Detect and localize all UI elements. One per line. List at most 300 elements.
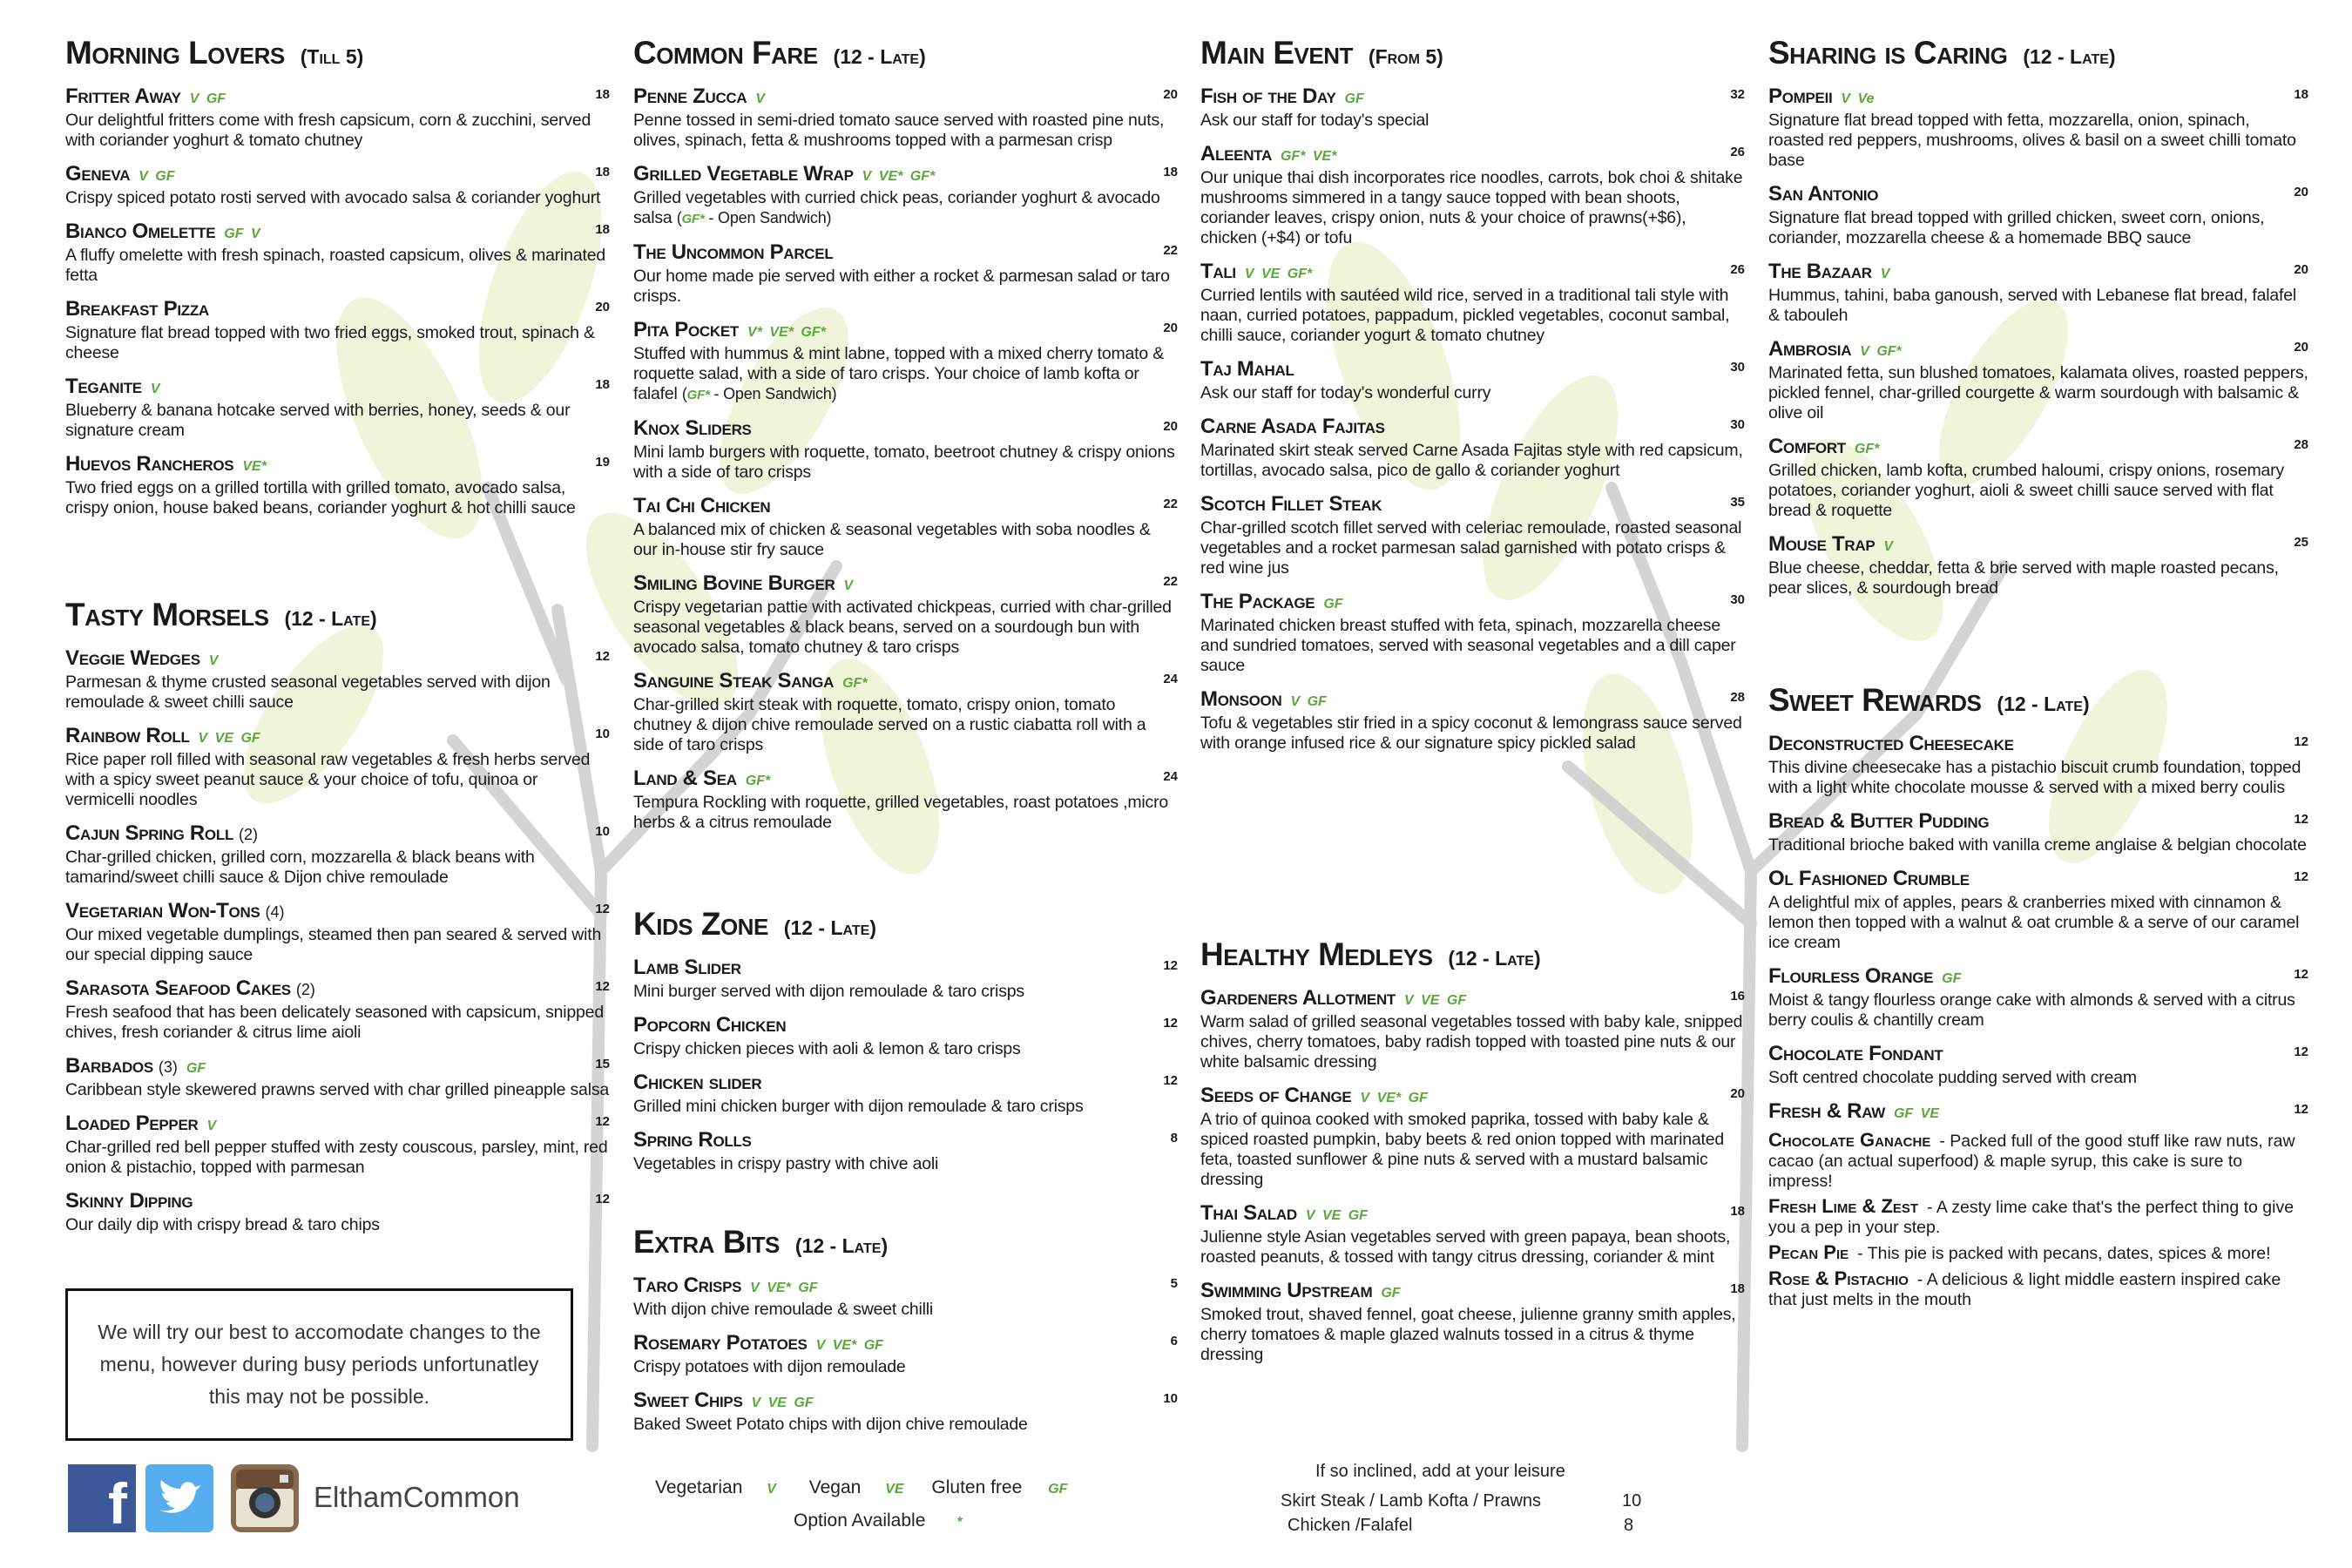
menu-item-price: 18 [595, 165, 610, 179]
menu-item-price: 8 [1170, 1131, 1178, 1146]
description-text: A balanced mix of chicken & seasonal vegetables with soba noodles & our in-house stir fry sauce [633, 520, 1151, 559]
dietary-tags: V [755, 91, 766, 106]
menu-item-name: Pita Pocket [633, 318, 740, 341]
dietary-tags: GF [1942, 971, 1962, 986]
menu-item-name: Mouse Trap [1768, 532, 1876, 556]
menu-item [1768, 868, 2308, 953]
menu-item-description [633, 520, 1178, 560]
dietary-tags: V VE* GF [1360, 1091, 1428, 1105]
dietary-tags: GF* [745, 774, 771, 788]
menu-item [1768, 733, 2308, 798]
menu-section [633, 906, 1178, 1224]
menu-item [633, 163, 1178, 229]
menu-item-price: 12 [2294, 734, 2308, 749]
description-text: Penne tossed in semi-dried tomato sauce served with roasted pine nuts, olives, spinach, fetta & mushrooms topped with a parmesan crisp [633, 111, 1165, 150]
dietary-tags: VE* [242, 459, 267, 474]
menu-item [1768, 436, 2308, 521]
menu-item-name: Smiling Bovine Burger [633, 571, 835, 595]
menu-item-description [1200, 383, 1745, 403]
menu-item-description [1200, 441, 1745, 481]
menu-item-name: Vegetarian Won-Tons [65, 899, 260, 923]
menu-item-count: (2) [295, 981, 315, 998]
dietary-tags: V [206, 1119, 217, 1133]
menu-item [633, 1274, 1178, 1320]
dietary-tags: V GF* [1860, 344, 1902, 359]
menu-item [65, 725, 610, 810]
menu-item-header [633, 956, 1178, 982]
section-header [1200, 35, 1745, 78]
menu-item [1200, 1085, 1745, 1190]
menu-item [1200, 260, 1745, 346]
menu-item-price: 12 [595, 649, 610, 664]
facebook-icon[interactable] [68, 1464, 136, 1532]
menu-item-header [1768, 436, 2308, 461]
description-text: A trio of quinoa cooked with smoked paprika, tossed with baby kale & spiced roasted pumpkin, baby beets & red onion topped with marinated feta, toasted sunflower & pine nuts & served with a mustard balsamic dressing [1200, 1110, 1725, 1189]
menu-section [1200, 936, 1745, 1365]
menu-item-description [1200, 713, 1745, 754]
description-text: With dijon chive remoulade & sweet chilli [633, 1300, 934, 1319]
menu-changes-notice: We will try our best to accomodate changes to the menu, however during busy periods unfortunatley this may not be possible. [65, 1288, 573, 1441]
menu-item [65, 647, 610, 713]
menu-item-header [1768, 1100, 2308, 1125]
description-text: Curried lentils with sautéed wild rice, served in a traditional tali style with naan, curried potatoes, pappadum, pickled vegetables, coconut sambal, chilli sauce, coriander yogurt & tomato chutney [1200, 286, 1730, 345]
description-text: Vegetables in crispy pastry with chive aoli [633, 1154, 939, 1173]
menu-item [633, 670, 1178, 755]
menu-item-price: 20 [1163, 419, 1178, 434]
section-header [633, 1224, 1178, 1267]
menu-item-name: Fish of the Day [1200, 84, 1336, 108]
menu-item-price: 18 [2294, 87, 2308, 102]
menu-item-header [1200, 1085, 1745, 1110]
menu-item [1200, 688, 1745, 754]
menu-item-description [65, 672, 610, 713]
menu-item-price: 12 [595, 902, 610, 916]
menu-item-name: Monsoon [1200, 687, 1282, 711]
menu-item [633, 319, 1178, 405]
menu-item-name: Tai Chi Chicken [633, 494, 771, 517]
menu-item-name: Scotch Fillet Steak [1200, 492, 1382, 516]
menu-item-price: 12 [1163, 1016, 1178, 1031]
dietary-tags: V VE* GF [815, 1338, 883, 1353]
description-text: This divine cheesecake has a pistachio biscuit crumb foundation, topped with a light white chocolate mousse & served with a mixed berry coulis [1768, 758, 2301, 797]
description-text: Smoked trout, shaved fennel, goat cheese, julienne granny smith apples, cherry tomatoes & maple glazed walnuts tossed in a citrus & thyme dressing [1200, 1305, 1736, 1364]
menu-item-description [1200, 1012, 1745, 1072]
description-text: Grilled mini chicken burger with dijon remoulade & taro crisps [633, 1097, 1084, 1116]
menu-item-price: 12 [1163, 958, 1178, 973]
menu-item [633, 1129, 1178, 1174]
menu-item-description [65, 111, 610, 151]
menu-section [65, 597, 610, 1235]
menu-item-name: Rainbow Roll [65, 724, 190, 747]
menu-item [1200, 416, 1745, 481]
menu-item [1768, 183, 2308, 248]
note-text: - Open Sandwich) [704, 209, 832, 226]
menu-item-price: 26 [1730, 145, 1745, 159]
menu-item [65, 453, 610, 518]
menu-item-description [65, 750, 610, 810]
dietary-tags: V VE GF [198, 731, 260, 746]
menu-item-header [65, 725, 610, 750]
menu-item-name: Carne Asada Fajitas [1200, 415, 1385, 438]
menu-item-name: Cajun Spring Roll [65, 821, 234, 845]
menu-item-description [1768, 111, 2308, 171]
menu-item [1200, 1202, 1745, 1267]
description-text: Our unique thai dish incorporates rice noodles, carrots, bok choi & shitake mushrooms simmered in a tangy sauce topped with bean shoots, coriander leaves, crispy onion, nuts & your choice of prawns(+$6), chicken (+$4) or tofu [1200, 168, 1743, 247]
menu-item-price: 12 [2294, 812, 2308, 827]
sub-item-name: Rose & Pistachio [1768, 1267, 1909, 1289]
social-handle[interactable]: ElthamCommon [314, 1481, 520, 1513]
instagram-icon[interactable] [231, 1464, 299, 1532]
description-text: A delightful mix of apples, pears & cranberries mixed with cinnamon & lemon then topped with a walnut & oat crumble & a serve of our caramel ice cream [1768, 893, 2300, 952]
menu-item-price: 12 [595, 979, 610, 994]
description-text: Baked Sweet Potato chips with dijon chive remoulade [633, 1415, 1028, 1434]
legend-gluten-free: Gluten free [931, 1477, 1023, 1497]
menu-item [1768, 85, 2308, 171]
dietary-legend [655, 1477, 1067, 1498]
menu-item-header [65, 163, 610, 188]
menu-item-description [65, 188, 610, 208]
description-text: Julienne style Asian vegetables served with green papaya, bean shoots, roasted peanuts, & tossed with tangy citrus dressing, coriander & mint [1200, 1227, 1731, 1267]
menu-item-name: Thai Salad [1200, 1201, 1297, 1225]
menu-item [65, 375, 610, 441]
menu-item-header [1768, 1043, 2308, 1068]
addon-label: Skirt Steak / Lamb Kofta / Prawns [1281, 1491, 1542, 1511]
menu-item-header [65, 375, 610, 401]
menu-item-price: 12 [1163, 1073, 1178, 1088]
menu-item-name: Lamb Slider [633, 956, 741, 979]
note-text: - Open Sandwich) [709, 385, 837, 402]
menu-item [65, 900, 610, 965]
menu-item-header [65, 647, 610, 672]
menu-item-description [1768, 363, 2308, 423]
menu-item-description [1768, 558, 2308, 598]
menu-item [1200, 493, 1745, 578]
legend-option-row [794, 1511, 962, 1531]
description-text: Moist & tangy flourless orange cake with almonds & served with a citrus berry coulis & chantilly cream [1768, 990, 2295, 1030]
section-hours: (12 - Late) [783, 916, 876, 939]
menu-item-price: 10 [1163, 1391, 1178, 1406]
menu-column-4 [1768, 0, 2308, 1322]
menu-item-header [65, 900, 610, 925]
addon-row [1288, 1516, 1653, 1536]
sub-item [1768, 1130, 2308, 1192]
section-header [633, 906, 1178, 950]
legend-ve-tag: VE [885, 1482, 904, 1497]
menu-section [1768, 682, 2308, 1310]
menu-item [633, 767, 1178, 833]
dietary-tags: GF [186, 1061, 206, 1076]
section-title: Extra Bits [633, 1224, 780, 1260]
menu-item-name: The Package [1200, 590, 1315, 613]
menu-item-name: Breakfast Pizza [65, 297, 209, 321]
section-header [65, 35, 610, 78]
menu-item-price: 20 [2294, 185, 2308, 199]
menu-item-name: Spring Rolls [633, 1128, 752, 1152]
dietary-tags: GF [1381, 1286, 1401, 1301]
menu-item [65, 298, 610, 363]
menu-item-name: Comfort [1768, 435, 1846, 458]
menu-item-header [633, 495, 1178, 520]
menu-item-name: Taro Crisps [633, 1274, 742, 1297]
menu-item-header [1200, 260, 1745, 286]
menu-item-count: (2) [239, 826, 259, 843]
menu-item-description [65, 925, 610, 965]
menu-item-price: 18 [595, 222, 610, 237]
menu-item-price: 12 [2294, 967, 2308, 982]
menu-item-header [65, 822, 610, 848]
menu-item-header [1768, 85, 2308, 111]
menu-section [65, 35, 610, 597]
menu-item-name: Bianco Omelette [65, 220, 216, 243]
sub-item [1768, 1196, 2308, 1238]
description-text: Our mixed vegetable dumplings, steamed then pan seared & served with our special dipping sauce [65, 925, 602, 964]
menu-column-3 [1200, 0, 1745, 1377]
description-text: Blue cheese, cheddar, fetta & brie served with maple roasted pecans, pear slices, & sourdough bread [1768, 558, 2279, 598]
menu-item-description [633, 982, 1178, 1002]
menu-item-description [65, 401, 610, 441]
menu-item-price: 19 [595, 455, 610, 470]
menu-item-name: Penne Zucca [633, 84, 747, 108]
menu-item-price: 20 [1163, 321, 1178, 335]
addon-label: Chicken /Falafel [1288, 1516, 1413, 1535]
dietary-tags: V [1883, 539, 1894, 554]
menu-item-description [1768, 893, 2308, 953]
menu-item-description [1200, 1110, 1745, 1190]
menu-item-description [633, 598, 1178, 658]
menu-item [1768, 965, 2308, 1031]
section-hours: (12 - Late) [1997, 693, 2090, 715]
section-title: Main Event [1200, 35, 1353, 71]
menu-item-price: 12 [2294, 869, 2308, 884]
menu-item-description [1200, 1305, 1745, 1365]
description-text: Marinated fetta, sun blushed tomatoes, kalamata olives, roasted peppers, pickled fennel, char-grilled courgette & warm sourdough with balsamic & olive oil [1768, 363, 2308, 422]
menu-item-name: Veggie Wedges [65, 646, 200, 670]
dietary-tags: V VE GF [1305, 1208, 1368, 1223]
description-text: Mini burger served with dijon remoulade & taro crisps [633, 982, 1024, 1001]
menu-item-name: Huevos Rancheros [65, 452, 234, 476]
menu-item-description [65, 478, 610, 518]
menu-item-header [65, 977, 610, 1003]
menu-item-header [1768, 533, 2308, 558]
menu-item-price: 28 [1730, 690, 1745, 705]
menu-item-name: Fritter Away [65, 84, 181, 108]
menu-item-price: 35 [1730, 495, 1745, 510]
menu-item-price: 30 [1730, 417, 1745, 432]
menu-item-price: 32 [1730, 87, 1745, 102]
menu-item-price: 26 [1730, 262, 1745, 277]
menu-item-description [633, 1039, 1178, 1059]
twitter-icon[interactable] [145, 1464, 213, 1532]
menu-item-description [633, 1415, 1178, 1435]
menu-section [1200, 35, 1745, 936]
description-text: Marinated skirt steak served Carne Asada Fajitas style with red capsicum, tortillas, avocado salsa, pico de gallo & coriander yoghurt [1200, 441, 1743, 480]
menu-item-header [1200, 143, 1745, 168]
menu-item-price: 18 [595, 377, 610, 392]
menu-item [633, 1014, 1178, 1059]
description-text: Rice paper roll filled with seasonal raw vegetables & fresh herbs served with a spicy sweet peanut sauce & your choice of tofu, quinoa or vermicelli noodles [65, 750, 591, 809]
menu-item-name: Chicken slider [633, 1071, 762, 1094]
description-text: Crispy spiced potato rosti served with avocado salsa & coriander yoghurt [65, 188, 601, 207]
menu-section [633, 1224, 1178, 1435]
menu-item-price: 20 [1163, 87, 1178, 102]
menu-item-price: 18 [1163, 165, 1178, 179]
menu-item-description [1200, 1227, 1745, 1267]
sub-item-name: Fresh Lime & Zest [1768, 1195, 1919, 1217]
menu-item [1200, 987, 1745, 1072]
menu-item-name: The Bazaar [1768, 260, 1872, 283]
section-title: Tasty Morsels [65, 597, 269, 632]
menu-item-name: Deconstructed Cheesecake [1768, 732, 2014, 755]
menu-item-name: Aleenta [1200, 142, 1272, 166]
menu-item-header [65, 220, 610, 246]
description-text: Parmesan & thyme crusted seasonal vegetables served with dijon remoulade & sweet chilli sauce [65, 672, 551, 712]
legend-star-tag: * [956, 1515, 963, 1530]
menu-item-name: Fresh & Raw [1768, 1099, 1885, 1123]
menu-item [1768, 1043, 2308, 1088]
menu-item-header [1768, 810, 2308, 835]
menu-item [633, 241, 1178, 307]
description-text: Caribbean style skewered prawns served with char grilled pineapple salsa [65, 1080, 610, 1099]
description-text: Crispy potatoes with dijon remoulade [633, 1357, 906, 1376]
menu-item-description [1768, 208, 2308, 248]
menu-item [65, 1190, 610, 1235]
description-text: Grilled vegetables with curried chick peas, coriander yoghurt & avocado salsa [633, 188, 1160, 227]
menu-item-price: 22 [1163, 497, 1178, 511]
menu-item-price: 24 [1163, 672, 1178, 686]
description-text: Fresh seafood that has been delicately seasoned with capsicum, snipped chives, fresh coriander & citrus lime aioli [65, 1003, 604, 1042]
menu-item [633, 417, 1178, 483]
menu-item-header [65, 1190, 610, 1215]
menu-item [1768, 338, 2308, 423]
menu-item-price: 28 [2294, 437, 2308, 452]
menu-item-price: 30 [1730, 592, 1745, 607]
menu-item [65, 822, 610, 888]
menu-column-2 [633, 0, 1178, 1447]
menu-item-name: Loaded Pepper [65, 1112, 199, 1135]
menu-item-description [633, 695, 1178, 755]
menu-item-name: Rosemary Potatoes [633, 1331, 808, 1355]
menu-section [1768, 35, 2308, 682]
menu-item [65, 977, 610, 1043]
section-hours: (12 - Late) [1448, 947, 1541, 970]
menu-item-header [633, 1014, 1178, 1039]
sub-item-description: - This pie is packed with pecans, dates, spices & more! [1857, 1244, 2271, 1263]
sub-item-description: - A zesty lime cake that's the perfect thing to give you a pep in your step. [1768, 1198, 2295, 1237]
menu-item [633, 495, 1178, 560]
section-header [1200, 936, 1745, 980]
dietary-tags: V VE GF [1404, 993, 1467, 1008]
section-title: Kids Zone [633, 906, 768, 942]
menu-item-header [1200, 493, 1745, 518]
menu-item [633, 572, 1178, 658]
menu-item-description [633, 1154, 1178, 1174]
menu-item-header [1200, 1280, 1745, 1305]
menu-item-description [633, 793, 1178, 833]
menu-item-header [1200, 591, 1745, 616]
menu-item-header [1200, 358, 1745, 383]
addon-row [1281, 1491, 1646, 1511]
description-text: Tofu & vegetables stir fried in a spicy coconut & lemongrass sauce served with orange infused rice & our signature spicy pickled salad [1200, 713, 1742, 753]
facebook-letter: f [108, 1471, 127, 1532]
dietary-tags: GF* VE* [1280, 149, 1337, 164]
menu-item-header [1768, 868, 2308, 893]
description-text: Ask our staff for today's special [1200, 111, 1429, 130]
menu-item-description [65, 323, 610, 363]
menu-item-price: 12 [2294, 1102, 2308, 1117]
menu-item-name: Flourless Orange [1768, 964, 1934, 988]
menu-item-name: Ol Fashioned Crumble [1768, 867, 1970, 890]
description-text: Blueberry & banana hotcake served with berries, honey, seeds & our signature cream [65, 401, 571, 440]
dietary-tags: V VE* GF* [862, 169, 936, 184]
section-hours: (12 - Late) [2023, 45, 2116, 68]
menu-item-description [633, 111, 1178, 151]
menu-item-name: Skinny Dipping [65, 1189, 193, 1213]
dietary-tags: GF* [842, 676, 868, 691]
menu-item [633, 1071, 1178, 1117]
description-text: Mini lamb burgers with roquette, tomato, beetroot chutney & crispy onions with a side of taro crisps [633, 443, 1175, 482]
menu-item-price: 18 [595, 87, 610, 102]
menu-item [65, 1055, 610, 1100]
menu-item [1200, 358, 1745, 403]
menu-item-header [633, 85, 1178, 111]
menu-item-description [1200, 286, 1745, 346]
menu-item [65, 85, 610, 151]
menu-item-description [1768, 461, 2308, 521]
menu-item-header [1768, 733, 2308, 758]
menu-item-name: Popcorn Chicken [633, 1013, 787, 1037]
menu-item-description [65, 1215, 610, 1235]
note-text: ( [681, 385, 687, 402]
menu-item-price: 24 [1163, 769, 1178, 784]
menu-item-price: 20 [2294, 262, 2308, 277]
menu-item-name: Tali [1200, 260, 1236, 283]
menu-item-name: Swimming Upstream [1200, 1279, 1373, 1302]
description-text: Crispy vegetarian pattie with activated chickpeas, curried with char-grilled seasonal vegetables & black beans, served on a sourdough bun with avocado salsa, tomato chutney & taro crisps [633, 598, 1172, 657]
menu-item [633, 1389, 1178, 1435]
menu-item-description [1768, 990, 2308, 1031]
description-text: Soft centred chocolate pudding served with cream [1768, 1068, 2137, 1087]
menu-item-header [65, 85, 610, 111]
menu-item-name: Chocolate Fondant [1768, 1042, 1943, 1065]
section-title: Healthy Medleys [1200, 936, 1433, 972]
menu-item-price: 10 [595, 727, 610, 741]
menu-item [65, 220, 610, 286]
legend-option-available: Option Available [794, 1511, 926, 1531]
menu-item-header [633, 767, 1178, 793]
menu-item-description [1200, 518, 1745, 578]
menu-item-header [65, 298, 610, 323]
menu-item-description [1200, 111, 1745, 131]
section-hours: (12 - Late) [794, 1234, 889, 1257]
addon-price: 8 [1624, 1516, 1634, 1535]
menu-item-name: Barbados [65, 1054, 153, 1078]
menu-item-description [633, 1357, 1178, 1377]
menu-item-header [633, 1129, 1178, 1154]
menu-item-description [65, 1080, 610, 1100]
dietary-tags: V GF [139, 169, 175, 184]
legend-vegetarian: Vegetarian [655, 1477, 743, 1497]
menu-item-price: 12 [2294, 1044, 2308, 1059]
dietary-tags: GF V [224, 226, 260, 241]
menu-item-name: Seeds of Change [1200, 1084, 1352, 1107]
menu-item-description [633, 188, 1178, 229]
menu-item-header [633, 319, 1178, 344]
menu-item [633, 956, 1178, 1002]
dietary-tags: V GF [189, 91, 226, 106]
dietary-tags: V [150, 382, 160, 396]
section-hours: (Till 5) [300, 45, 364, 68]
menu-item-description [1768, 758, 2308, 798]
